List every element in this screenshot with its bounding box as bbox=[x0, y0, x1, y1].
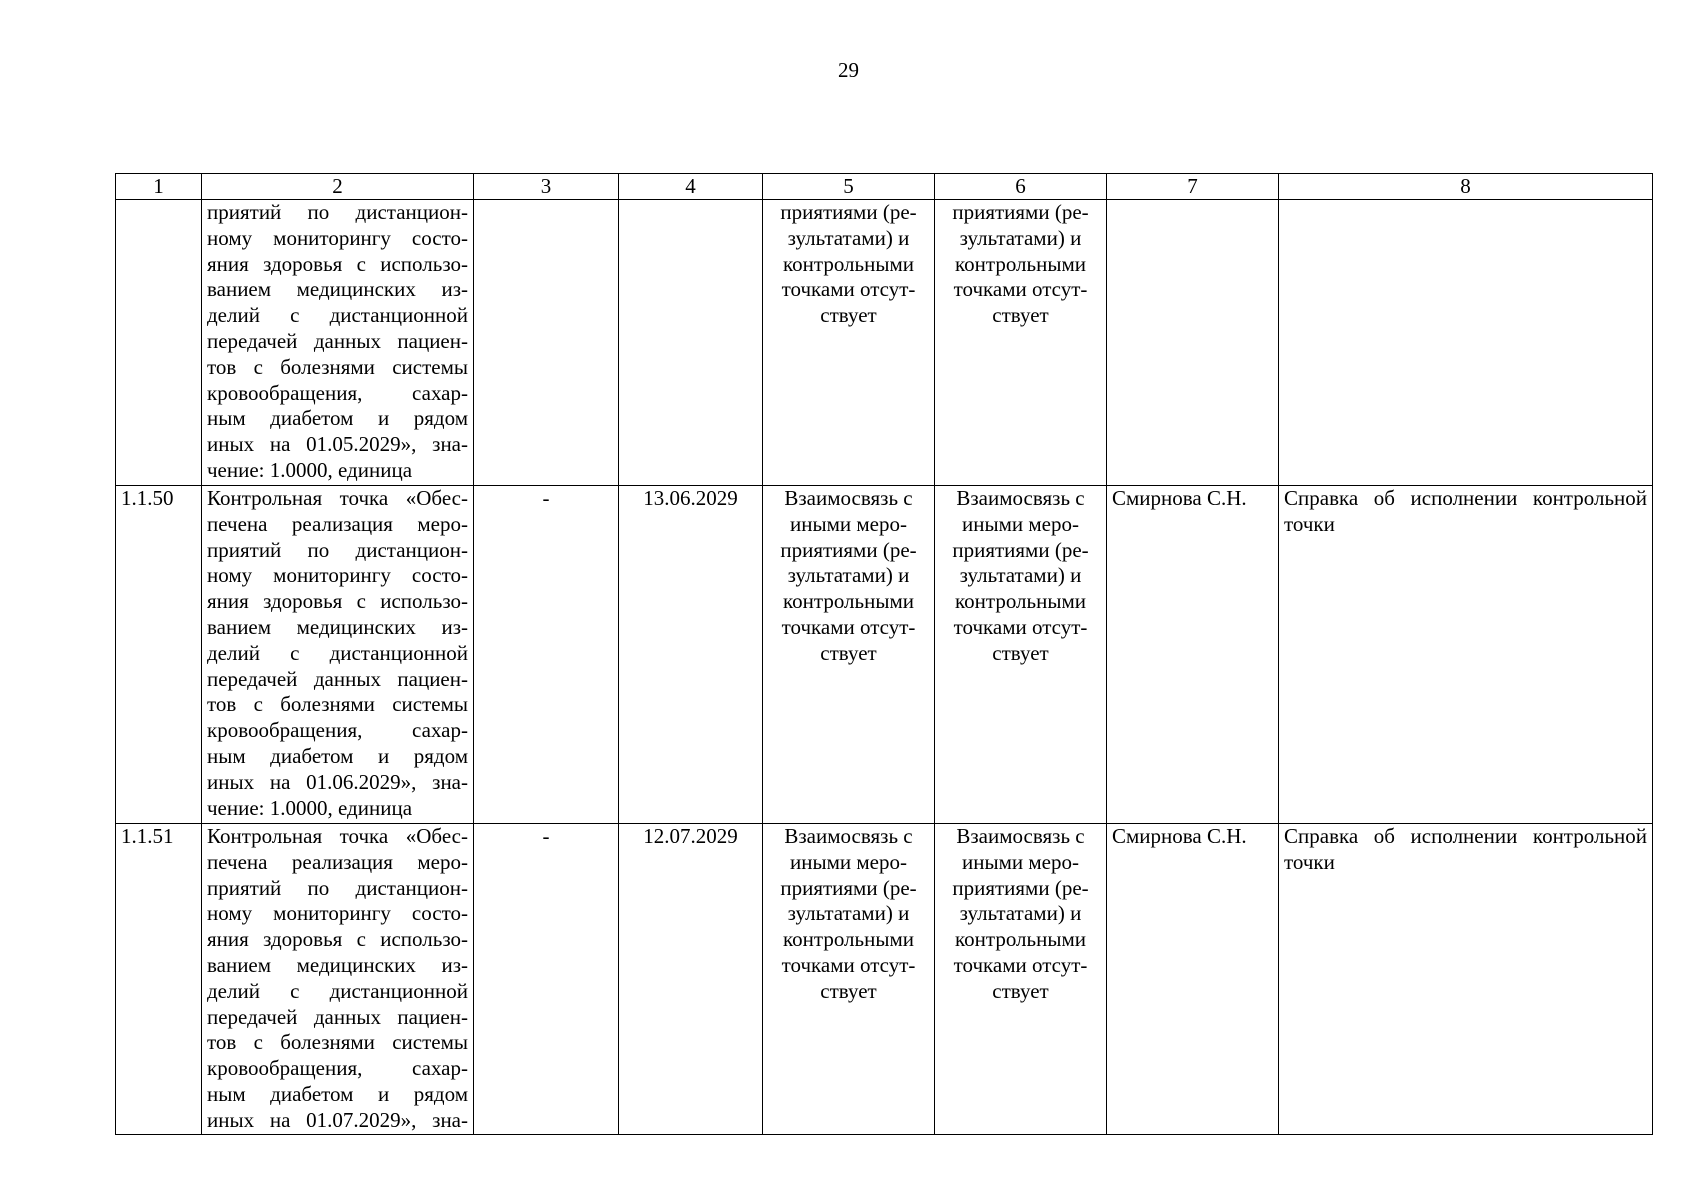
cell-line: иными меро- bbox=[790, 849, 907, 874]
row-number-cell: 1.1.51 bbox=[116, 824, 202, 1135]
cell-line: делий с дистанционной bbox=[207, 978, 468, 1003]
cell-line: приятий по дистанцион- bbox=[207, 875, 468, 900]
table-body bbox=[116, 174, 1653, 1135]
cell-line: иными меро- bbox=[790, 511, 907, 536]
col3-cell: - bbox=[474, 486, 619, 824]
row-number-cell bbox=[116, 200, 202, 486]
col3-cell bbox=[474, 200, 619, 486]
document-cell: Справка об исполнении контрольной точки bbox=[1279, 824, 1653, 1135]
cell-line: иных на 01.06.2029», зна- bbox=[207, 769, 468, 794]
cell-line: яния здоровья с использо- bbox=[207, 589, 468, 614]
relation-cell-6 bbox=[935, 824, 1107, 1135]
cell-line: Контрольная точка «Обес- bbox=[207, 486, 468, 510]
cell-line: точками отсут- bbox=[781, 277, 916, 302]
cell-line: Контрольная точка «Обес- bbox=[207, 824, 468, 848]
cell-line: точками отсут- bbox=[953, 952, 1088, 977]
date-cell: 13.06.2029 bbox=[619, 486, 763, 824]
cell-line: приятий по дистанцион- bbox=[207, 537, 468, 562]
cell-line: ванием медицинских из- bbox=[207, 277, 468, 302]
cell-line: иных на 01.05.2029», зна- bbox=[207, 432, 468, 457]
header-row bbox=[116, 174, 1653, 200]
cell-line: Взаимосвязь с bbox=[956, 824, 1085, 848]
relation-cell-5 bbox=[763, 824, 935, 1135]
document-cell: Справка об исполнении контрольной точки bbox=[1279, 486, 1653, 824]
cell-line: ствует bbox=[992, 303, 1049, 328]
cell-line: ствует bbox=[820, 303, 877, 328]
cell-line: ствует bbox=[992, 640, 1049, 665]
header-cell-1: 1 bbox=[116, 174, 202, 200]
cell-line: делий с дистанционной bbox=[207, 303, 468, 328]
cell-line: ванием медицинских из- bbox=[207, 952, 468, 977]
cell-line: точками отсут- bbox=[953, 614, 1088, 639]
cell-line: ному мониторингу состо- bbox=[207, 225, 468, 250]
row-number-cell: 1.1.50 bbox=[116, 486, 202, 824]
header-cell-4: 4 bbox=[619, 174, 763, 200]
cell-line: приятиями (ре- bbox=[780, 537, 917, 562]
cell-line: кровообращения, сахар- bbox=[207, 1056, 468, 1081]
responsible-cell: Смирнова С.Н. bbox=[1107, 486, 1279, 824]
cell-line: контрольными bbox=[955, 927, 1086, 952]
header-cell-7: 7 bbox=[1107, 174, 1279, 200]
page-number: 29 bbox=[838, 58, 859, 82]
cell-line: зультатами) и bbox=[959, 225, 1082, 250]
cell-line: ствует bbox=[820, 640, 877, 665]
cell-line: ным диабетом и рядом bbox=[207, 1081, 468, 1106]
relation-cell-6 bbox=[935, 200, 1107, 486]
date-cell bbox=[619, 200, 763, 486]
table-row bbox=[116, 200, 1653, 486]
cell-line: иных на 01.07.2029», зна- bbox=[207, 1107, 468, 1132]
cell-line: кровообращения, сахар- bbox=[207, 718, 468, 743]
cell-line: яния здоровья с использо- bbox=[207, 251, 468, 276]
cell-line: печена реализация меро- bbox=[207, 511, 468, 536]
cell-line: приятий по дистанцион- bbox=[207, 200, 468, 224]
document-cell bbox=[1279, 200, 1653, 486]
cell-line: зультатами) и bbox=[959, 563, 1082, 588]
cell-line: тов с болезнями системы bbox=[207, 692, 468, 717]
cell-line: яния здоровья с использо- bbox=[207, 927, 468, 952]
description-cell bbox=[202, 486, 474, 824]
cell-line: передачей данных пациен- bbox=[207, 1004, 468, 1029]
cell-line: точками отсут- bbox=[953, 277, 1088, 302]
cell-line: ствует bbox=[820, 978, 877, 1003]
cell-line: контрольными bbox=[783, 927, 914, 952]
control-points-table bbox=[115, 173, 1653, 1135]
cell-line: чение: 1.0000, единица bbox=[207, 457, 413, 482]
header-cell-8: 8 bbox=[1279, 174, 1653, 200]
cell-line: контрольными bbox=[955, 251, 1086, 276]
cell-line: ствует bbox=[992, 978, 1049, 1003]
description-cell bbox=[202, 200, 474, 486]
cell-line: контрольными bbox=[783, 589, 914, 614]
cell-line: передачей данных пациен- bbox=[207, 328, 468, 353]
cell-line: Взаимосвязь с bbox=[784, 824, 913, 848]
cell-line: зультатами) и bbox=[959, 901, 1082, 926]
cell-line: тов с болезнями системы bbox=[207, 1030, 468, 1055]
responsible-cell bbox=[1107, 200, 1279, 486]
relation-cell-5 bbox=[763, 486, 935, 824]
cell-line: ному мониторингу состо- bbox=[207, 563, 468, 588]
cell-line: приятиями (ре- bbox=[780, 875, 917, 900]
cell-line: ному мониторингу состо- bbox=[207, 901, 468, 926]
cell-line: Взаимосвязь с bbox=[784, 486, 913, 510]
cell-line: контрольными bbox=[955, 589, 1086, 614]
header-cell-2: 2 bbox=[202, 174, 474, 200]
cell-line: кровообращения, сахар- bbox=[207, 380, 468, 405]
header-cell-6: 6 bbox=[935, 174, 1107, 200]
cell-line: ванием медицинских из- bbox=[207, 614, 468, 639]
col3-cell: - bbox=[474, 824, 619, 1135]
cell-line: точками отсут- bbox=[781, 614, 916, 639]
cell-line: печена реализация меро- bbox=[207, 849, 468, 874]
cell-line: ным диабетом и рядом bbox=[207, 743, 468, 768]
cell-line: зультатами) и bbox=[787, 225, 910, 250]
cell-line: Взаимосвязь с bbox=[956, 486, 1085, 510]
cell-line: делий с дистанционной bbox=[207, 640, 468, 665]
cell-line: передачей данных пациен- bbox=[207, 666, 468, 691]
cell-line: точками отсут- bbox=[781, 952, 916, 977]
table-row bbox=[116, 824, 1653, 1135]
cell-line: приятиями (ре- bbox=[952, 537, 1089, 562]
header-cell-3: 3 bbox=[474, 174, 619, 200]
cell-line: приятиями (ре- bbox=[780, 200, 917, 224]
header-cell-5: 5 bbox=[763, 174, 935, 200]
cell-line: иными меро- bbox=[962, 511, 1079, 536]
cell-line: тов с болезнями системы bbox=[207, 354, 468, 379]
cell-line: контрольными bbox=[783, 251, 914, 276]
cell-line: зультатами) и bbox=[787, 901, 910, 926]
responsible-cell: Смирнова С.Н. bbox=[1107, 824, 1279, 1135]
date-cell: 12.07.2029 bbox=[619, 824, 763, 1135]
cell-line: иными меро- bbox=[962, 849, 1079, 874]
relation-cell-6 bbox=[935, 486, 1107, 824]
cell-line: приятиями (ре- bbox=[952, 875, 1089, 900]
cell-line: приятиями (ре- bbox=[952, 200, 1089, 224]
relation-cell-5 bbox=[763, 200, 935, 486]
cell-line: чение: 1.0000, единица bbox=[207, 795, 413, 820]
table-row bbox=[116, 486, 1653, 824]
description-cell bbox=[202, 824, 474, 1135]
cell-line: зультатами) и bbox=[787, 563, 910, 588]
cell-line: ным диабетом и рядом bbox=[207, 406, 468, 431]
